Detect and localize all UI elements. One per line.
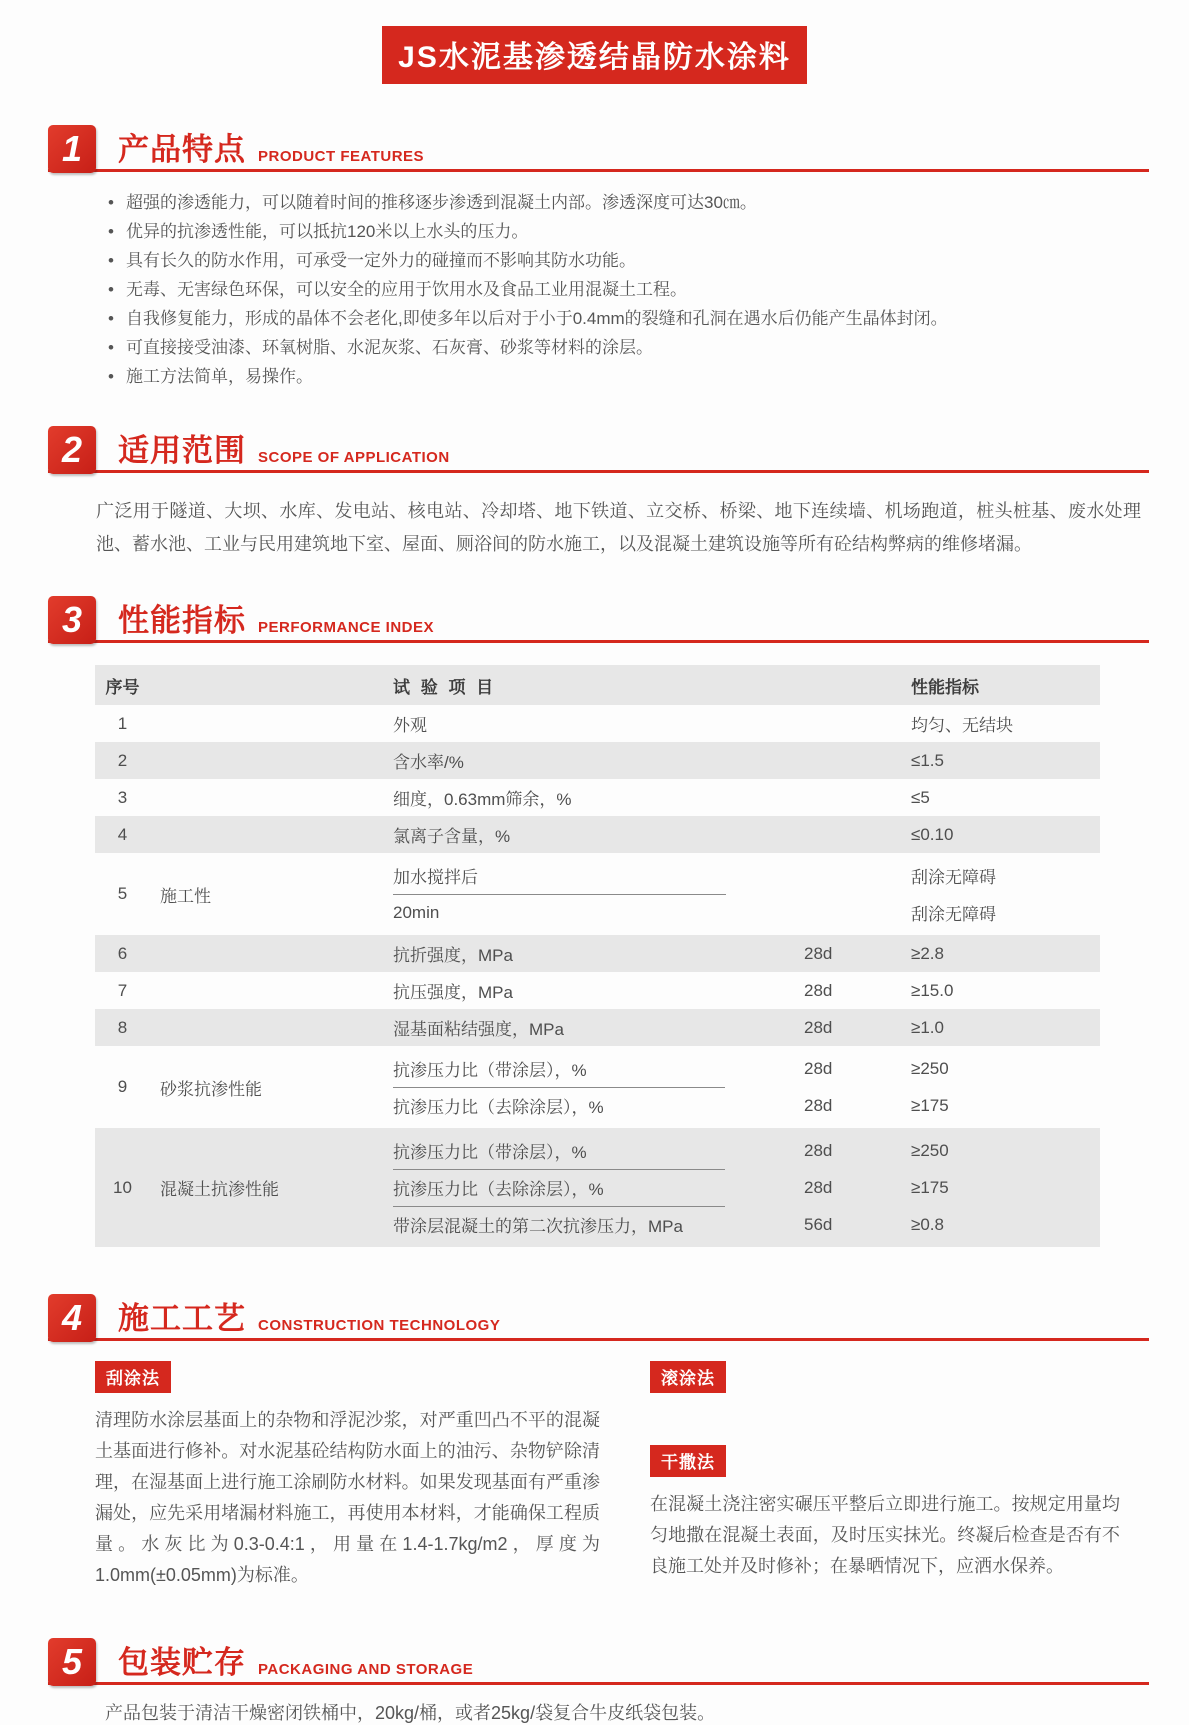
feature-item: • 超强的渗透能力，可以随着时间的推移逐步渗透到混凝土内部。渗透深度可达30㎝。 [108,188,1149,217]
table-row: 2 含水率/% ≤1.5 [95,742,1100,779]
method-dry-text: 在混凝土浇注密实碾压平整后立即进行施工。按规定用量均匀地撒在混凝土表面，及时压实抹光。终凝后检查是否有不良施工处并及时修补；在暴晒情况下，应洒水保养。 [650,1494,1120,1576]
section-title-cn: 适用范围 [118,433,246,468]
section-title-cn: 产品特点 [118,132,246,167]
sub-row-divider [393,1169,725,1170]
sub-row-divider [393,1206,725,1207]
feature-list [108,188,1149,391]
table-row: 1 外观 均匀、无结块 [117,713,1013,735]
section-title-en: CONSTRUCTION TECHNOLOGY [258,1317,501,1334]
feature-item: • 无毒、无害绿色环保，可以安全的应用于饮用水及食品工业用混凝土工程。 [108,275,1149,304]
section-number: 4 [48,1294,96,1342]
feature-item: • 自我修复能力，形成的晶体不会老化,即使多年以后对于小于0.4mm的裂缝和孔洞在遇水后仍能产生晶体封闭。 [108,304,1149,333]
section-title-en: PERFORMANCE INDEX [258,619,435,636]
method-badge-dry: 干撒法 [650,1445,726,1477]
feature-item: • 具有长久的防水作用，可承受一定外力的碰撞而不影响其防水功能。 [108,246,1149,275]
scope-paragraph: 广泛用于隧道、大坝、水库、发电站、核电站、冷却塔、地下铁道、立交桥、桥梁、地下连续墙、机场跑道，桩头桩基、废水处理池、蓄水池、工业与民用建筑地下室、屋面、厕浴间的防水施工，以及混凝土建筑设施等所有砼结构弊病的维修堵漏。 [96,501,1141,554]
table-row: 4 氯离子含量，% ≤0.10 [95,816,1100,853]
packaging-paragraph: 产品包装于清洁干燥密闭铁桶中，20kg/桶，或者25kg/袋复合牛皮纸袋包装。 [105,1703,716,1723]
page-title: JS水泥基渗透结晶防水涂料 [382,26,807,84]
method-roll-dry-column [650,1361,1120,1591]
construction-methods [95,1361,1141,1591]
col-header-item: 试 验 项 目 [393,677,497,697]
section-title-en: PRODUCT FEATURES [258,148,425,165]
section-title-cn: 性能指标 [118,603,246,638]
section-number: 5 [48,1638,96,1686]
feature-item: • 施工方法简单，易操作。 [108,362,1149,391]
table-row-workability: 5 施工性 加水搅拌后 刮涂无障碍 20min 刮涂无障碍 [117,868,996,924]
section-title-cn: 包装贮存 [118,1645,246,1680]
sub-row-divider [393,1087,725,1088]
table-header-row [95,665,1100,705]
feature-item: • 优异的抗渗透性能，可以抵抗120米以上水头的压力。 [108,217,1149,246]
performance-table [95,665,1100,1247]
section-header-packaging [48,1637,1149,1685]
title-banner-row [0,0,1189,84]
method-scrape-text: 清理防水涂层基面上的杂物和浮泥沙浆，对严重凹凸不平的混凝土基面进行修补。对水泥基砼结构防水面上的油污、杂物铲除清理，在湿基面上进行施工涂刷防水材料。如果发现基面有严重渗漏处，应先采用堵漏材料施工，再使用本材料，才能确保工程质量。水灰比为0.3-0.4:1，用量在1.4-1.7kg/m2，厚度为1.0mm(±0.05mm)为标准。 [95,1410,600,1585]
sub-row-divider [393,894,726,895]
method-badge-scrape: 刮涂法 [95,1361,171,1393]
section-title-en: SCOPE OF APPLICATION [258,449,450,466]
section-number: 3 [48,596,96,644]
table-row-mortar: 9 砂浆抗渗性能 抗渗压力比（带涂层），% 28d ≥250 抗渗压力比（去除涂层），% 28d ≥175 [117,1058,949,1117]
col-header-no: 序号 [105,677,140,697]
section-title-cn: 施工工艺 [118,1301,246,1336]
table-row-concrete: 10 混凝土抗渗性能 抗渗压力比（带涂层），% 28d ≥250 抗渗压力比（去除涂层），% 28d ≥175 带涂层混凝土的第二次抗渗压力，MPa 56d ≥0.8 [95,1128,1100,1247]
col-header-index: 性能指标 [911,677,979,697]
table-row: 6 抗折强度，MPa 28d ≥2.8 [95,935,1100,972]
section-title-en: PACKAGING AND STORAGE [258,1661,474,1678]
table-row: 7 抗压强度，MPa 28d ≥15.0 [117,980,954,1002]
feature-item: • 可直接接受油漆、环氧树脂、水泥灰浆、石灰膏、砂浆等材料的涂层。 [108,333,1149,362]
table-row: 3 细度，0.63mm筛余，% ≤5 [117,787,930,809]
method-scrape-column [95,1361,600,1591]
section-number: 2 [48,426,96,474]
method-badge-roll: 滚涂法 [650,1361,726,1393]
section-header-features [48,124,1149,172]
section-header-construction [48,1293,1149,1341]
section-header-performance [48,595,1149,643]
table-row: 8 湿基面粘结强度，MPa 28d ≥1.0 [95,1009,1100,1046]
section-header-scope [48,425,1149,473]
section-number: 1 [48,125,96,173]
